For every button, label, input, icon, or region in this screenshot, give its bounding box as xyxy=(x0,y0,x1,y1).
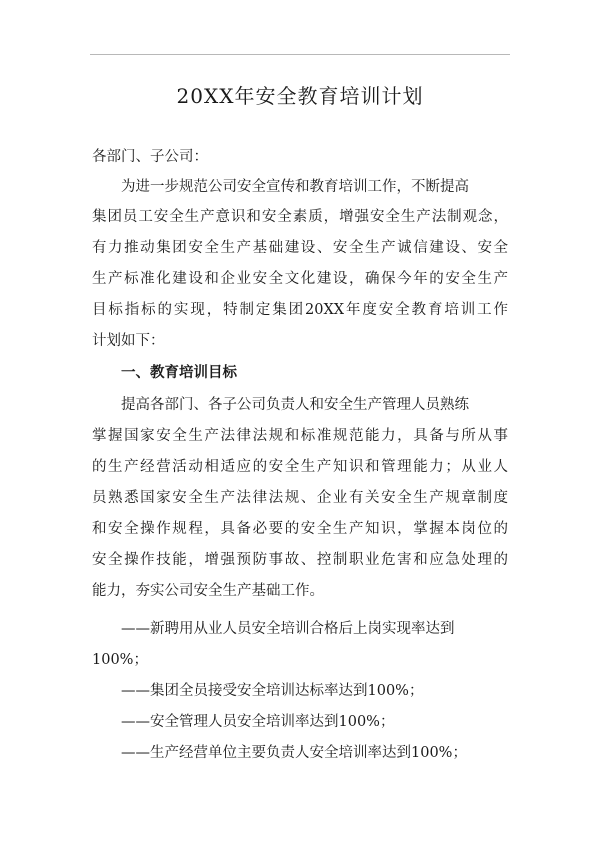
intro-line: 目标指标的实现，特制定集团20XX年度安全教育培训工作 xyxy=(92,302,508,318)
section-heading: 一、教育培训目标 xyxy=(121,365,237,381)
intro-line: 有力推动集团安全生产基础建设、安全生产诚信建设、安全 xyxy=(92,240,508,256)
intro-line: 集团员工安全生产意识和安全素质，增强安全生产法制观念， xyxy=(92,209,508,225)
target-item: ——生产经营单位主要负责人安全培训率达到100%； xyxy=(121,745,467,761)
section-line: 员熟悉国家安全生产法律法规、企业有关安全生产规章制度 xyxy=(92,490,508,506)
intro-line: 生产标准化建设和企业安全文化建设，确保今年的安全生产 xyxy=(92,271,508,287)
salutation: 各部门、子公司： xyxy=(92,149,208,165)
target-item: ——安全管理人员安全培训率达到100%； xyxy=(121,714,395,730)
intro-line: 计划如下： xyxy=(92,333,165,349)
intro-line: 为进一步规范公司安全宣传和教育培训工作，不断提高 xyxy=(121,179,469,195)
target-item: ——集团全员接受安全培训达标率达到100%； xyxy=(121,683,424,699)
section-line: 掌握国家安全生产法律法规和标准规范能力，具备与所从事 xyxy=(92,428,508,444)
section-line: 能力，夯实公司安全生产基础工作。 xyxy=(92,583,324,599)
section-line: 的生产经营活动相适应的安全生产知识和管理能力；从业人 xyxy=(92,459,508,475)
section-line: 和安全操作规程，具备必要的安全生产知识，掌握本岗位的 xyxy=(92,521,508,537)
section-line: 提高各部门、各子公司负责人和安全生产管理人员熟练 xyxy=(121,397,469,413)
document-title: 20XX年安全教育培训计划 xyxy=(176,84,424,108)
target-item: 100%； xyxy=(92,652,148,668)
header-rule xyxy=(90,54,510,55)
target-item: ——新聘用从业人员安全培训合格后上岗实现率达到 xyxy=(121,621,455,637)
section-line: 安全操作技能，增强预防事故、控制职业危害和应急处理的 xyxy=(92,552,508,568)
